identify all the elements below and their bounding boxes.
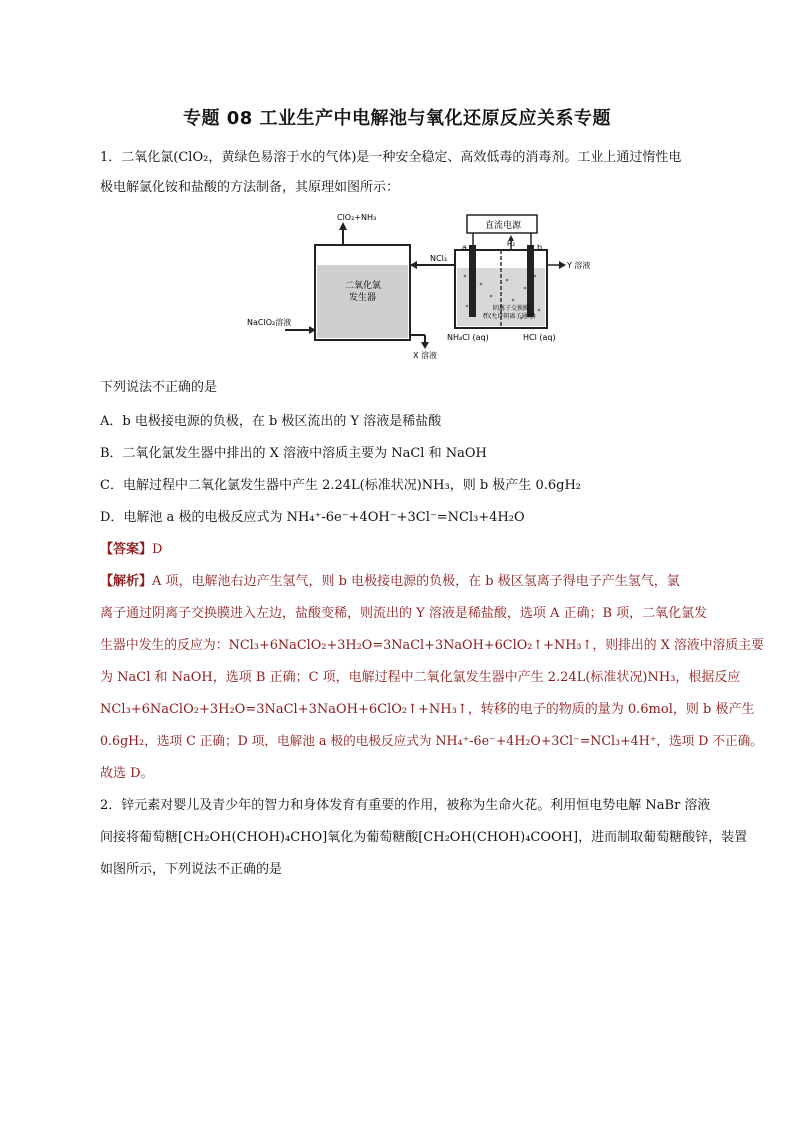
q1-intro-line-2: 极电解氯化铵和盐酸的方法制备，其原理如图所示： xyxy=(100,180,400,195)
label-y-solution: Y 溶液 xyxy=(567,261,590,270)
analysis-line-6: 0.6gH₂，选项 C 正确；D 项，电解池 a 极的电极反应式为 NH₄⁺-6e⁻+4H₂O+3Cl⁻=NCl₃+4H⁺，选项 D 不正确。 xyxy=(100,733,763,748)
label-generator-1: 二氧化氯 xyxy=(345,281,382,291)
q2-line-3: 如图所示，下列说法不正确的是 xyxy=(100,862,283,877)
analysis-line-1 xyxy=(100,570,680,589)
q1-option-a: A．b 电极接电源的负极，在 b 极区流出的 Y 溶液是稀盐酸 xyxy=(100,414,442,429)
q1-option-b: B．二氧化氯发生器中排出的 X 溶液中溶质主要为 NaCl 和 NaOH xyxy=(100,446,487,461)
analysis-line-2: 离子通过阴离子交换膜进入左边，盐酸变稀，则流出的 Y 溶液是稀盐酸，选项 A 正确；B 项，二氧化氯发 xyxy=(100,606,708,621)
label-membrane-2: (仅允许阴离子通过) xyxy=(483,313,536,320)
answer-value: D xyxy=(152,542,163,557)
label-ncl3: NCl₃ xyxy=(430,254,447,263)
analysis-tag: 【解析】 xyxy=(100,574,153,589)
label-membrane-1: 阴离子交换膜 xyxy=(493,305,530,312)
label-hcl: HCl (aq) xyxy=(523,333,556,342)
page-title: 专题 08 工业生产中电解池与氧化还原反应关系专题 xyxy=(182,108,612,129)
label-clo2-nh3: ClO₂+NH₃ xyxy=(337,213,377,222)
label-power: 直流电源 xyxy=(485,221,522,231)
analysis-line-3: 生器中发生的反应为：NCl₃+6NaClO₂+3H₂O=3NaCl+3NaOH+6ClO₂↑+NH₃↑，则排出的 X 溶液中溶质主要 xyxy=(100,638,764,653)
q1-option-c: C．电解过程中二氧化氯发生器中产生 2.24L(标准状况)NH₃，则 b 极产生 0.6gH₂ xyxy=(100,478,581,493)
q1-option-d: D．电解池 a 极的电极反应式为 NH₄⁺-6e⁻+4OH⁻+3Cl⁻=NCl₃+4H₂O xyxy=(100,510,525,525)
q2-line-2: 间接将葡萄糖[CH₂OH(CHOH)₄CHO]氧化为葡萄糖酸[CH₂OH(CHOH)₄COOH]，进而制取葡萄糖酸锌，装置 xyxy=(100,830,748,845)
analysis-text-1: A 项，电解池右边产生氢气，则 b 电极接电源的负极，在 b 极区氢离子得电子产生氢气，氯 xyxy=(152,574,680,589)
label-naclo2: NaClO₂溶液 xyxy=(247,318,292,327)
label-b: b xyxy=(537,243,543,252)
label-x-solution: X 溶液 xyxy=(413,351,438,360)
analysis-line-4: 为 NaCl 和 NaOH，选项 B 正确；C 项，电解过程中二氧化氯发生器中产生 2.24L(标准状况)NH₃，根据反应 xyxy=(100,670,741,685)
label-nh4cl: NH₄Cl (aq) xyxy=(447,333,489,342)
electrolysis-diagram xyxy=(245,210,590,360)
q2-line-1: 2．锌元素对婴儿及青少年的智力和身体发育有重要的作用，被称为生命火花。利用恒电势电解 NaBr 溶液 xyxy=(100,798,711,813)
q1-prompt: 下列说法不正确的是 xyxy=(100,380,218,395)
label-h2: H₂ xyxy=(507,240,516,248)
label-a: a xyxy=(462,243,467,252)
label-generator-2: 发生器 xyxy=(349,293,377,303)
q1-intro-line-1: 1．二氧化氯(ClO₂，黄绿色易溶于水的气体)是一种安全稳定、高效低毒的消毒剂。工业上通过惰性电 xyxy=(100,150,682,165)
analysis-line-7: 故选 D。 xyxy=(100,766,154,781)
q1-answer xyxy=(100,538,162,557)
answer-tag: 【答案】 xyxy=(100,542,153,557)
electrode-a xyxy=(469,245,476,317)
analysis-line-5: NCl₃+6NaClO₂+3H₂O=3NaCl+3NaOH+6ClO₂↑+NH₃↑，转移的电子的物质的量为 0.6mol，则 b 极产生 xyxy=(100,702,755,717)
